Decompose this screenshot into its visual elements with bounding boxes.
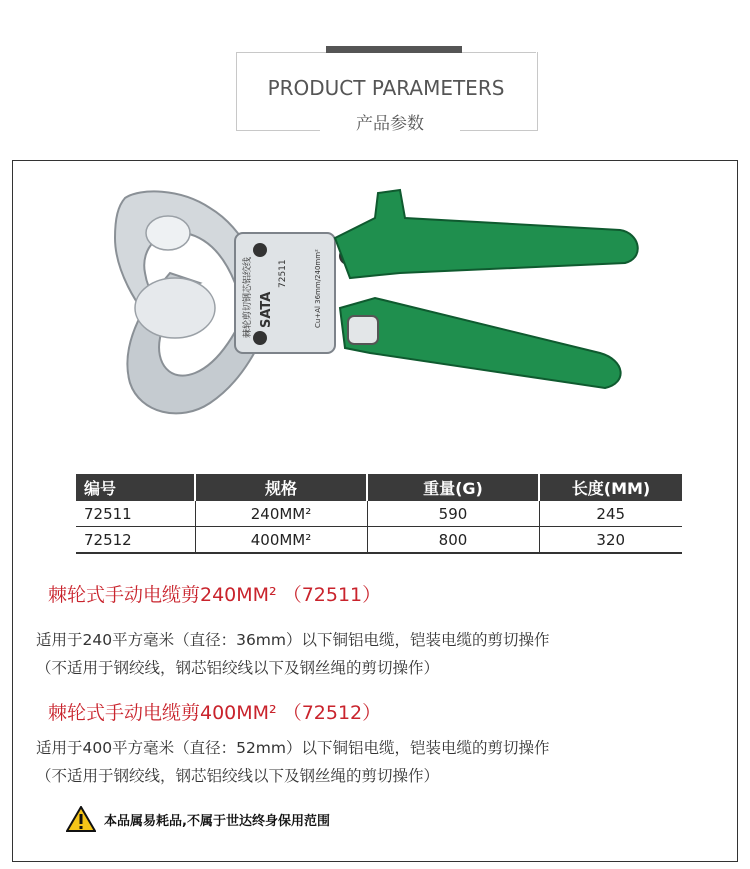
col-header-code: 编号 — [76, 474, 195, 501]
cell-weight: 800 — [367, 527, 539, 554]
specs-header-row — [76, 474, 682, 501]
specs-table — [76, 474, 682, 554]
col-header-weight: 重量(G) — [367, 474, 539, 501]
warning-text: 本品属易耗品,不属于世达终身保用范围 — [104, 813, 330, 829]
warning-triangle-icon — [66, 806, 96, 832]
table-row — [76, 501, 682, 527]
tool-brand-label: SATA — [259, 291, 274, 328]
col-header-length: 长度(MM) — [539, 474, 682, 501]
table-row — [76, 527, 682, 554]
col-header-spec: 规格 — [195, 474, 367, 501]
cell-code: 72511 — [76, 501, 195, 527]
tool-model-label: 72511 — [278, 259, 288, 288]
product-title-72511: 棘轮式手动电缆剪240MM² （72511） — [48, 584, 382, 606]
product-desc-72511-line1: 适用于240平方毫米（直径：36mm）以下铜铝电缆，铠装电缆的剪切操作 — [36, 631, 550, 649]
tool-spec-label: Cu+Al 36mm/240mm² — [314, 249, 322, 328]
cell-spec: 240MM² — [195, 501, 367, 527]
header-title-cn: 产品参数 — [356, 114, 424, 134]
tool-engraving-label: 棘轮剪切钢芯铝绞线 — [243, 256, 253, 338]
warning-notice — [66, 804, 330, 834]
header-title-cn-wrap — [320, 112, 460, 136]
cell-code: 72512 — [76, 527, 195, 554]
cell-weight: 590 — [367, 501, 539, 527]
cell-spec: 400MM² — [195, 527, 367, 554]
cell-length: 245 — [539, 501, 682, 527]
product-desc-72512-line2: （不适用于钢绞线，钢芯铝绞线以下及钢丝绳的剪切操作） — [36, 767, 440, 785]
product-desc-72512-line1: 适用于400平方毫米（直径：52mm）以下铜铝电缆，铠装电缆的剪切操作 — [36, 739, 550, 757]
cable-cutter-image — [100, 178, 660, 428]
product-title-72512: 棘轮式手动电缆剪400MM² （72512） — [48, 702, 382, 724]
header-title-en: PRODUCT PARAMETERS — [267, 76, 505, 100]
cell-length: 320 — [539, 527, 682, 554]
product-desc-72511-line2: （不适用于钢绞线，钢芯铝绞线以下及钢丝绳的剪切操作） — [36, 659, 440, 677]
